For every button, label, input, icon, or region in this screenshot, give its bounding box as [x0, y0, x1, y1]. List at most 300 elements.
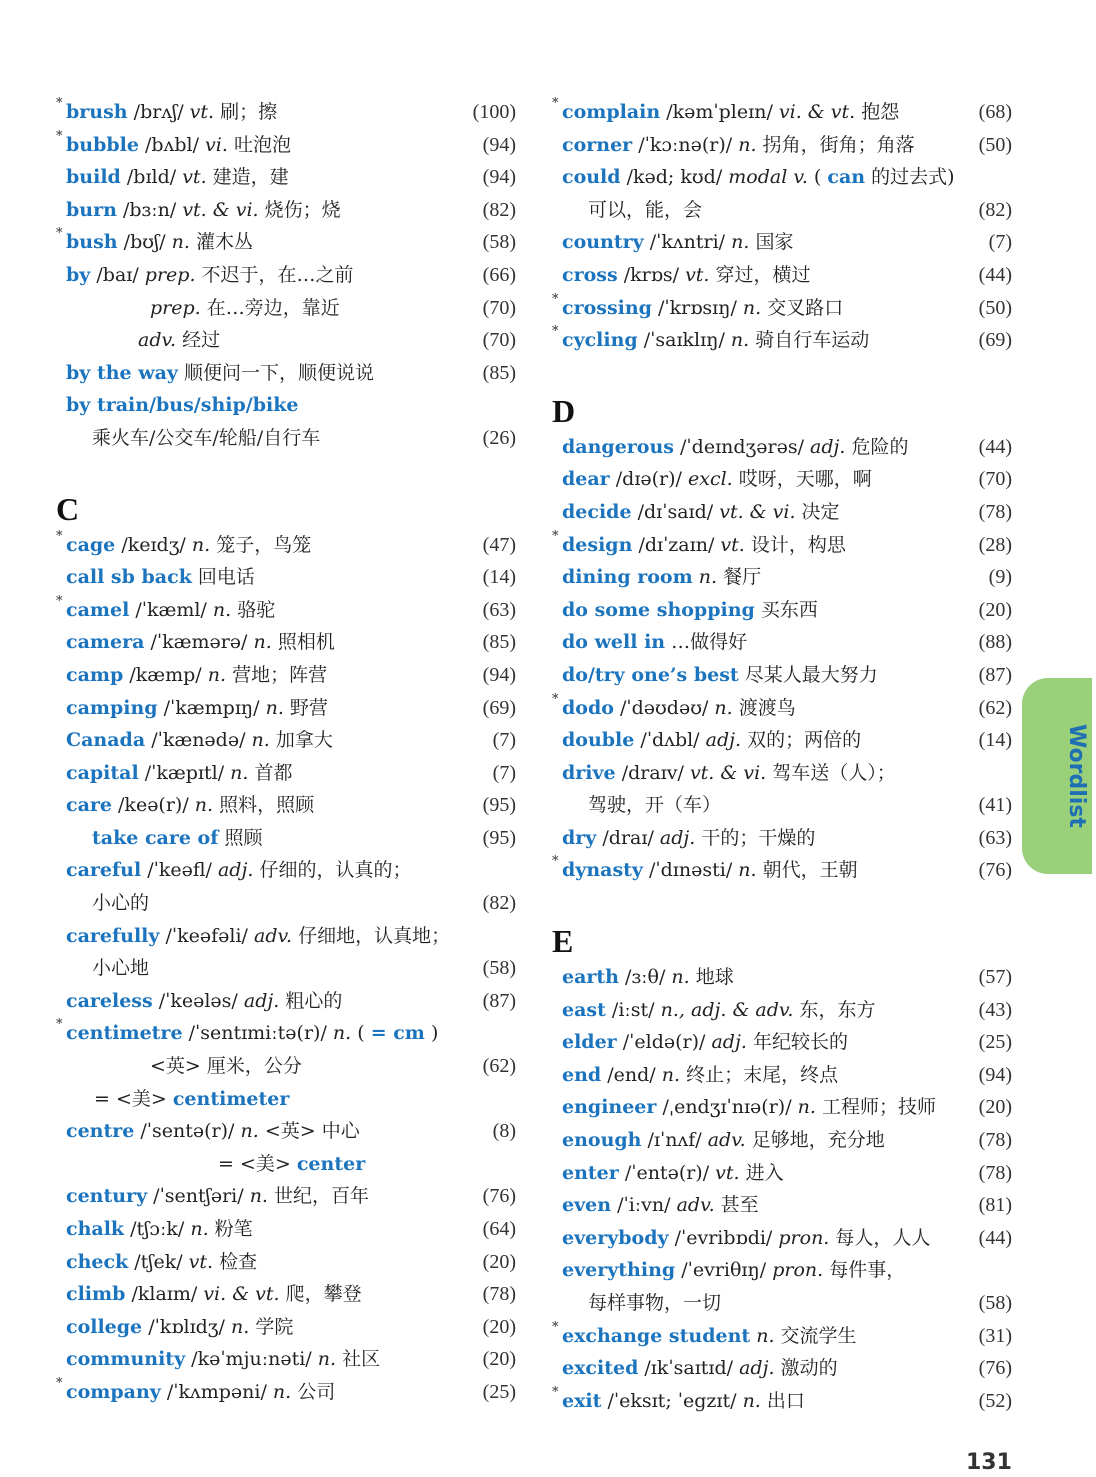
page-ref: (85): [482, 361, 516, 384]
definition: 每人，人人: [835, 1226, 931, 1249]
headword: bush: [66, 231, 118, 254]
phonetic: /keə(r)/: [118, 794, 189, 817]
part-of-speech: vi. & vt.: [778, 101, 856, 123]
definition: 朝代，王朝: [762, 859, 858, 882]
definition: 加拿大: [275, 729, 333, 752]
part-of-speech: n.: [212, 598, 232, 621]
headword: design: [562, 533, 633, 556]
definition: 东，东方: [799, 998, 876, 1021]
page-ref: (81): [978, 1194, 1012, 1217]
headword: double: [562, 729, 635, 752]
phonetic: /ˈiːvn/: [617, 1194, 671, 1217]
part-of-speech: adv.: [138, 329, 177, 352]
entry-row: [550, 994, 1012, 1027]
page-ref: (7): [492, 729, 516, 752]
definition: 出口: [766, 1389, 805, 1412]
definition: 甚至: [720, 1194, 759, 1217]
part-of-speech: n.: [730, 329, 750, 352]
star-marker-icon: *: [552, 1384, 559, 1400]
entry-content: [562, 1254, 905, 1287]
page-ref: (94): [978, 1063, 1012, 1086]
page-ref: (20): [482, 1315, 516, 1338]
entry-row: [550, 692, 1012, 725]
headword: do/try one’s best: [562, 663, 739, 686]
headword: elder: [562, 1031, 617, 1054]
definition: = <美>: [218, 1152, 291, 1175]
star-marker-icon: *: [56, 1375, 63, 1391]
headword: corner: [562, 133, 633, 156]
definition: 骑自行车运动: [755, 329, 870, 352]
part-of-speech: vt.: [720, 533, 745, 556]
definition: 设计，构思: [750, 533, 846, 556]
headword: exchange student: [562, 1324, 751, 1347]
headword: cage: [66, 533, 116, 556]
part-of-speech: adj.: [705, 729, 742, 752]
part-of-speech: adj.: [659, 826, 696, 849]
phonetic: /draɪ/: [602, 826, 654, 849]
entry-content: [150, 292, 340, 325]
page-ref: (7): [492, 761, 516, 784]
part-of-speech: n.: [661, 1063, 681, 1086]
entry-content: [66, 724, 333, 757]
definition: 交叉路口: [767, 296, 844, 319]
entry-content: [218, 1148, 365, 1181]
part-of-speech: adv.: [254, 924, 293, 947]
part-of-speech: excl.: [688, 468, 733, 491]
phonetic: /ˈkæpɪtl/: [144, 761, 225, 784]
headword: everything: [562, 1259, 676, 1282]
entry-row: [54, 659, 516, 692]
phonetic: /krɒs/: [623, 263, 680, 286]
phonetic: /bʌbl/: [145, 133, 199, 156]
headword: centimetre: [66, 1022, 183, 1045]
page-ref: (76): [978, 1357, 1012, 1380]
headword: excited: [562, 1357, 639, 1380]
page-ref: (82): [978, 198, 1012, 221]
headword-ref: can: [827, 166, 866, 189]
phonetic: /ˈevribɒdi/: [674, 1226, 773, 1249]
definition: 仔细的，认真的；: [259, 859, 412, 882]
part-of-speech: n.: [742, 296, 762, 319]
definition: 公司: [297, 1380, 336, 1403]
part-of-speech: n.: [240, 1120, 259, 1143]
part-of-speech: n.: [332, 1022, 352, 1045]
entry-content: [562, 1059, 838, 1092]
part-of-speech: vt.: [715, 1161, 740, 1184]
phonetic: /kæmp/: [129, 663, 202, 686]
definition: 餐厅: [723, 566, 762, 589]
definition: 终止；末尾，终点: [686, 1063, 839, 1086]
phonetic: /bʊʃ/: [123, 231, 166, 254]
entry-content: [588, 789, 721, 822]
entry-row: [550, 1026, 1012, 1059]
entry-row: [54, 626, 516, 659]
entry-content: [66, 1376, 335, 1409]
entry-row: [54, 789, 516, 822]
definition: 可以，能，会: [588, 198, 703, 221]
star-marker-icon: *: [552, 96, 559, 111]
entry-row: [54, 952, 516, 985]
page-ref: (20): [482, 1250, 516, 1273]
entry-row: [54, 226, 516, 259]
page-ref: (20): [978, 1096, 1012, 1119]
entry-row: [550, 1222, 1012, 1255]
headword: centre: [66, 1120, 135, 1143]
part-of-speech: n.: [194, 794, 214, 817]
part-of-speech: vt.: [188, 1250, 214, 1273]
phonetic: /ˈdʌbl/: [640, 729, 700, 752]
entry-content: [66, 161, 289, 194]
phonetic: /ˈkeəfəli/: [165, 924, 248, 947]
entry-row: [54, 259, 516, 292]
page-ref: (88): [978, 631, 1012, 654]
definition: 危险的: [851, 435, 909, 458]
entry-row: [54, 594, 516, 627]
definition: 激动的: [780, 1357, 838, 1380]
entry-content: [562, 561, 761, 594]
definition-tail: ): [430, 1022, 439, 1045]
entry-content: [92, 952, 149, 985]
definition: 国家: [755, 231, 794, 254]
definition: 照相机: [277, 631, 335, 654]
definition: 烧伤；烧: [264, 198, 341, 221]
entry-content: [562, 1157, 784, 1190]
page-ref: (82): [482, 198, 516, 221]
headword: crossing: [562, 296, 652, 319]
entry-row: [54, 822, 516, 855]
entry-content: [66, 1246, 257, 1279]
definition: 照料，照顾: [219, 794, 315, 817]
headword: even: [562, 1194, 612, 1217]
definition: 地球: [695, 966, 734, 989]
definition: 营地；阵营: [232, 663, 328, 686]
entry-row: [54, 724, 516, 757]
entry-content: [562, 1189, 759, 1222]
page-ref: (50): [978, 133, 1012, 156]
headword: burn: [66, 198, 117, 221]
definition: 决定: [801, 500, 840, 523]
headword: drive: [562, 761, 616, 784]
entry-row: [550, 496, 1012, 529]
entry-row: [550, 1189, 1012, 1222]
phonetic: /dɪˈzaɪn/: [638, 533, 715, 556]
entry-content: [562, 496, 840, 529]
entry-row: [54, 1180, 516, 1213]
part-of-speech: n.: [207, 663, 227, 686]
page-ref: (44): [978, 263, 1012, 286]
headword: chalk: [66, 1218, 125, 1240]
phonetic: /ˈkænədə/: [151, 729, 246, 752]
headword: dodo: [562, 696, 614, 719]
headword: careless: [66, 989, 153, 1012]
phonetic: /keɪdʒ/: [121, 533, 186, 556]
definition: 检查: [219, 1250, 258, 1273]
page-ref: (95): [482, 794, 516, 817]
entry-content: [66, 985, 342, 1018]
part-of-speech: prep.: [150, 296, 201, 319]
page-ref: (58): [482, 231, 516, 254]
entry-content: [562, 659, 878, 692]
phonetic: /ɪkˈsaɪtɪd/: [644, 1357, 734, 1380]
phonetic: /draɪv/: [621, 761, 684, 784]
entry-content: [588, 194, 702, 227]
headword: Canada: [66, 729, 146, 752]
page-ref: (76): [978, 859, 1012, 882]
entry-row: [54, 1311, 516, 1344]
definition: (: [357, 1022, 365, 1045]
entry-row: [54, 985, 516, 1018]
phonetic: /dɪˈsaɪd/: [637, 500, 714, 523]
entry-content: [66, 1115, 360, 1148]
phonetic: /tʃek/: [134, 1250, 183, 1273]
entry-row: [550, 1157, 1012, 1190]
headword: cross: [562, 263, 618, 286]
headword: dangerous: [562, 435, 674, 458]
headword: climb: [66, 1283, 126, 1306]
phonetic: /ˈsaɪklɪŋ/: [643, 329, 725, 352]
entry-content: [66, 259, 354, 292]
part-of-speech: vt. & vi.: [719, 500, 796, 523]
entry-row: [54, 1278, 516, 1311]
entry-content: [562, 854, 858, 887]
definition: 抱怨: [861, 101, 900, 123]
entry-row: [550, 259, 1012, 292]
definition: 买东西: [760, 598, 818, 621]
page-ref: (78): [482, 1283, 516, 1306]
entry-content: [138, 324, 220, 357]
entry-content: [66, 789, 314, 822]
entry-content: [562, 1124, 885, 1157]
headword: earth: [562, 966, 619, 989]
phonetic: /iːst/: [611, 998, 655, 1021]
page-ref: (94): [482, 166, 516, 189]
page-ref: (70): [978, 468, 1012, 491]
entry-row: [54, 1213, 516, 1246]
entry-row: [550, 431, 1012, 464]
phonetic: /baɪ/: [96, 263, 139, 286]
headword: camp: [66, 663, 124, 686]
entry-row: [54, 920, 516, 953]
headword: decide: [562, 500, 632, 523]
entry-row: [550, 129, 1012, 162]
entry-content: [92, 422, 320, 455]
page-ref: (41): [978, 794, 1012, 817]
part-of-speech: adv.: [676, 1194, 715, 1217]
wordlist-side-tab[interactable]: [1022, 678, 1092, 874]
entry-row: [54, 1083, 516, 1116]
entry-row: [550, 292, 1012, 325]
definition: 驾车送（人）；: [772, 761, 896, 784]
part-of-speech: n.: [738, 859, 757, 882]
page-ref: (14): [978, 729, 1012, 752]
page-ref: (94): [482, 133, 516, 156]
phonetic: /ˈkeələs/: [158, 989, 238, 1012]
entry-row: [54, 194, 516, 227]
definition: 灌木丛: [195, 231, 253, 254]
entry-row: [54, 422, 516, 455]
phonetic: /kəd; kʊd/: [626, 166, 723, 189]
headword: dining room: [562, 566, 693, 589]
phonetic: /ˈkɒlɪdʒ/: [148, 1315, 225, 1338]
entry-row: [54, 1115, 516, 1148]
section-gap: [550, 357, 1012, 379]
entry-row: [54, 324, 516, 357]
part-of-speech: n.: [171, 231, 190, 254]
page-ref: (14): [482, 566, 516, 589]
headword: by the way: [66, 361, 178, 384]
entry-content: [562, 292, 843, 325]
headword: dynasty: [562, 859, 643, 882]
entry-row: [54, 529, 516, 562]
phonetic: /ˈeldə(r)/: [622, 1031, 706, 1054]
page-ref: (26): [482, 426, 516, 449]
part-of-speech: n.: [756, 1324, 775, 1347]
entry-row: [550, 1254, 1012, 1287]
entry-content: [562, 994, 875, 1027]
definition: …做得好: [671, 631, 748, 654]
page-ref: (63): [482, 598, 516, 621]
entry-content: [66, 194, 341, 227]
entry-content: [562, 463, 872, 496]
entry-row: [550, 529, 1012, 562]
page-ref: (8): [492, 1120, 516, 1143]
definition: 干的；干燥的: [701, 826, 816, 849]
entry-content: [66, 920, 450, 953]
phonetic: /ɪˈnʌf/: [647, 1129, 702, 1152]
page-ref: (69): [978, 329, 1012, 352]
page-ref: (100): [472, 101, 516, 123]
headword: country: [562, 231, 644, 254]
part-of-speech: n.: [797, 1096, 816, 1119]
phonetic: /end/: [607, 1063, 656, 1086]
headword: exit: [562, 1389, 602, 1412]
entry-content: [94, 1083, 289, 1116]
section-gap: [550, 887, 1012, 909]
part-of-speech: adj.: [243, 989, 280, 1012]
entry-row: [54, 1050, 516, 1083]
entry-row: [550, 594, 1012, 627]
headword: end: [562, 1063, 602, 1086]
entry-content: [66, 389, 298, 422]
left-column: [54, 96, 516, 1409]
entry-row: [550, 1124, 1012, 1157]
definition-tail: 的过去式): [871, 166, 955, 189]
page-ref: (43): [978, 998, 1012, 1021]
page-ref: (62): [482, 1055, 516, 1078]
definition: 渡渡鸟: [738, 696, 796, 719]
headword: camping: [66, 696, 158, 719]
headword: east: [562, 998, 606, 1021]
page-ref: (31): [978, 1324, 1012, 1347]
definition: 骆驼: [237, 598, 276, 621]
entry-content: [66, 626, 335, 659]
page-ref: (70): [482, 329, 516, 352]
page-ref: (7): [988, 231, 1012, 254]
definition: 爬，攀登: [285, 1283, 362, 1306]
definition: 野营: [289, 696, 328, 719]
page-ref: (64): [482, 1218, 516, 1240]
part-of-speech: n.: [249, 1185, 268, 1208]
entry-row: [54, 161, 516, 194]
definition: 拐角，街角；角落: [762, 133, 915, 156]
star-marker-icon: *: [56, 226, 63, 242]
part-of-speech: n.: [671, 966, 690, 989]
definition: (: [813, 166, 822, 189]
headword: care: [66, 794, 112, 817]
entry-row: [54, 561, 516, 594]
part-of-speech: pron.: [772, 1259, 824, 1282]
page-number: 131: [966, 1450, 1012, 1475]
definition: 粉笔: [214, 1218, 253, 1240]
definition: 足够地，充分地: [751, 1129, 885, 1152]
entry-content: [562, 1352, 838, 1385]
part-of-speech: n.: [253, 631, 272, 654]
entry-content: [562, 1026, 848, 1059]
headword: camel: [66, 598, 130, 621]
entry-content: [562, 1091, 936, 1124]
definition: 社区: [342, 1348, 381, 1371]
page-ref: (62): [978, 696, 1012, 719]
page-ref: (95): [482, 826, 516, 849]
definition: <英> 厘米，公分: [150, 1055, 302, 1078]
part-of-speech: vi.: [205, 133, 228, 156]
definition: 尽某人最大努力: [744, 663, 878, 686]
phonetic: /bɜːn/: [122, 198, 177, 221]
entry-row: [550, 1287, 1012, 1320]
part-of-speech: n.: [714, 696, 733, 719]
entry-content: [562, 431, 909, 464]
entry-content: [66, 226, 253, 259]
entry-row: [550, 757, 1012, 790]
entry-row: [54, 1343, 516, 1376]
phonetic: /ˈdəʊdəʊ/: [619, 696, 709, 719]
part-of-speech: n.: [251, 729, 270, 752]
entry-content: [562, 96, 899, 129]
star-marker-icon: *: [552, 291, 559, 307]
page-ref: (25): [482, 1380, 516, 1403]
entry-row: [550, 194, 1012, 227]
entry-content: [66, 1017, 438, 1050]
phonetic: /ˈeksɪt; ˈegzɪt/: [607, 1389, 737, 1412]
definition: 不迟于，在…之前: [201, 263, 354, 286]
entry-content: [66, 659, 327, 692]
page-ref: (52): [978, 1389, 1012, 1412]
entry-content: [588, 1287, 721, 1320]
phonetic: /dɪə(r)/: [615, 468, 682, 491]
entry-content: [562, 594, 818, 627]
headword: everybody: [562, 1226, 669, 1249]
definition: 乘火车/公交车/轮船/自行车: [92, 426, 321, 449]
phonetic: /ˈsentə(r)/: [140, 1120, 235, 1143]
definition: 双的；两倍的: [747, 729, 862, 752]
part-of-speech: adv.: [707, 1129, 746, 1152]
entry-row: [550, 724, 1012, 757]
part-of-speech: n.: [230, 1315, 250, 1338]
page-ref: (44): [978, 435, 1012, 458]
headword-ref: center: [296, 1152, 366, 1175]
entry-row: [550, 1320, 1012, 1353]
phonetic: /kəˈmjuːnəti/: [191, 1348, 312, 1371]
entry-row: [550, 1385, 1012, 1418]
page-ref: (82): [482, 892, 516, 915]
part-of-speech: pron.: [778, 1226, 830, 1249]
phonetic: /tʃɔːk/: [130, 1218, 185, 1240]
entry-content: [66, 1311, 293, 1344]
definition: 交流学生: [780, 1324, 857, 1347]
part-of-speech: vi. & vt.: [203, 1283, 280, 1306]
definition: 刷；擦: [220, 101, 278, 123]
entry-row: [550, 1091, 1012, 1124]
